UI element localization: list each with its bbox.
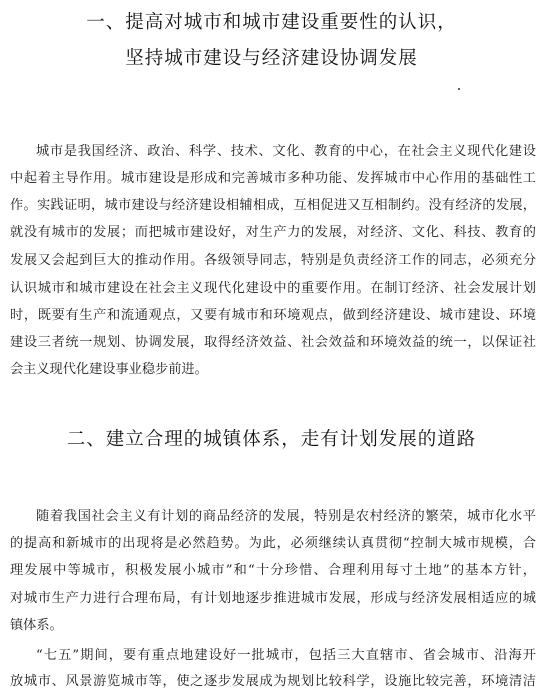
paragraph-line: 作。实践证明，城市建设与经济建设相辅相成，互相促进又互相制约。没有经济的发展， [10, 198, 536, 213]
paragraph-line: 镇体系。 [10, 618, 63, 633]
paragraph-line: 对城市生产力进行合理布局，有计划地逐步推进城市发展，形成与经济发展相适应的城 [10, 591, 536, 606]
paragraph-line: 放城市、风景游览城市等，使之逐步发展成为规划比较科学，设施比较完善，环境清洁 [10, 674, 536, 689]
paragraph-line: 中起着主导作用。城市建设是形成和完善城市多种功能、发挥城市中心作用的基础性工 [10, 171, 536, 186]
paragraph-line: 城市是我国经济、政治、科学、技术、文化、教育的中心，在社会主义现代化建设 [36, 144, 536, 159]
paragraph-line: 理发展中等城市，积极发展小城市”和“十分珍惜、合理利用每寸土地”的基本方针， [10, 563, 536, 578]
paragraph-line: 发展又会起到巨大的推动作用。各级领导同志，特别是负责经济工作的同志，必须充分 [10, 253, 536, 268]
paragraph-line: 随着我国社会主义有计划的商品经济的发展，特别是农村经济的繁荣，城市化水平 [36, 509, 536, 524]
paragraph-line: 认识城市和城市建设在社会主义现代化建设中的重要作用。在制订经济、社会发展计划 [10, 281, 536, 296]
paragraph-line: 时，既要有生产和流通观点，又要有城市和环境观点，做到经济建设、城市建设、环境 [10, 308, 536, 323]
paragraph-line: 就没有城市的发展；而把城市建设好，对生产力的发展，对经济、文化、科技、教育的 [10, 225, 536, 240]
section-2-heading: 二、建立合理的城镇体系，走有计划发展的道路 [66, 429, 477, 450]
paragraph-line: 会主义现代化建设事业稳步前进。 [10, 362, 208, 377]
paragraph-line: “七五”期间，要有重点地建设好一批城市，包括三大直辖市、省会城市、沿海开 [36, 648, 536, 663]
section-1-heading-line-2: 坚持城市建设与经济建设协调发展 [125, 48, 418, 69]
section-1-heading-line-1: 一、提高对城市和城市建设重要性的认识， [86, 12, 457, 33]
paragraph-line: 建设三者统一规划、协调发展，取得经济效益、社会效益和环境效益的统一，以保证社 [10, 335, 536, 350]
scan-speck [458, 88, 460, 90]
paragraph-line: 的提高和新城市的出现将是必然趋势。为此，必须继续认真贯彻“控制大城市规模，合 [10, 536, 536, 551]
